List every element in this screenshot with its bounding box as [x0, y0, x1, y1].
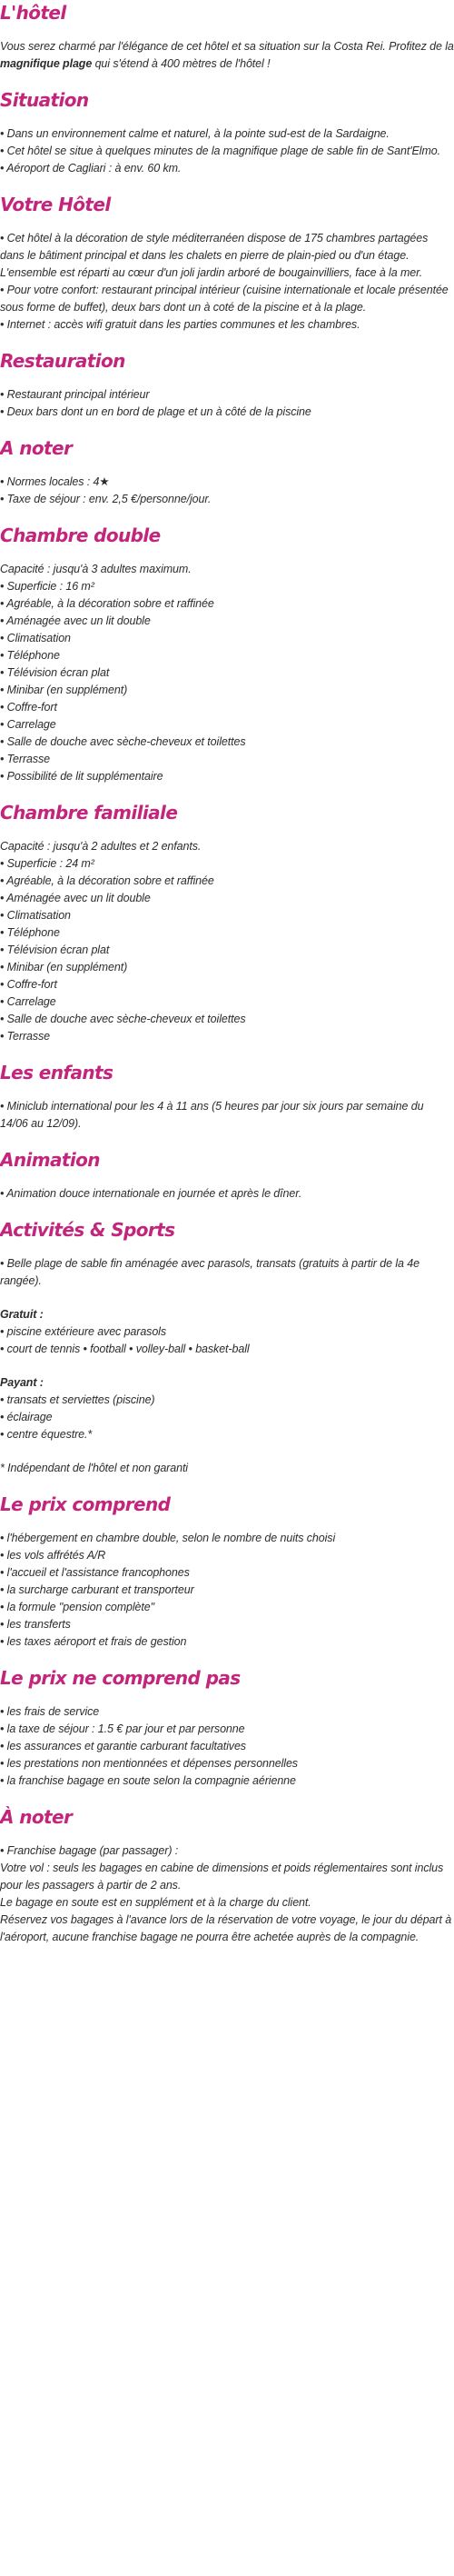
list-item: • Cet hôtel à la décoration de style méditerranéen dispose de 175 chambres partagées dans le bâtiment principal et dans les chalets en pierre de plain-pied ou d'un étage. L'ensemble est réparti au cœur d'un joli jardin arboré de bougainvilliers, face à la mer. — [0, 232, 429, 279]
paragraph — [0, 1374, 454, 1443]
list-item: • Deux bars dont un en bord de plage et un à côté de la piscine — [0, 405, 311, 418]
list-item: • les prestations non mentionnées et dépenses personnelles — [0, 1757, 298, 1770]
list-item: • les transferts — [0, 1618, 71, 1631]
list-item: • Taxe de séjour : env. 2,5 €/personne/jour. — [0, 493, 212, 505]
section — [0, 437, 454, 508]
list-item: • Salle de douche avec sèche-cheveux et toilettes — [0, 735, 246, 748]
paragraph — [0, 230, 454, 334]
list-item: • les vols affrétés A/R — [0, 1549, 106, 1562]
sub-label: Gratuit : — [0, 1308, 44, 1321]
paragraph — [0, 1842, 454, 1946]
paragraph — [0, 125, 454, 177]
section-title: Le prix comprend — [0, 1493, 171, 1515]
list-item: • Minibar (en supplément) — [0, 961, 128, 973]
section — [0, 1806, 454, 1946]
list-item: • Climatisation — [0, 909, 71, 922]
list-item: • Minibar (en supplément) — [0, 684, 128, 696]
list-item: • Franchise bagage (par passager) : — [0, 1844, 179, 1857]
paragraph — [0, 1098, 454, 1133]
paragraph — [0, 1306, 454, 1358]
section-title: Situation — [0, 89, 89, 111]
list-item: Réservez vos bagages à l'avance lors de la réservation de votre voyage, le jour du départ à l'aéroport, aucune franchise bagage ne pourra être achetée auprès de la compagnie. — [0, 1913, 452, 1943]
section-title: À noter — [0, 1806, 73, 1828]
list-item: Capacité : jusqu'à 2 adultes et 2 enfants. — [0, 840, 202, 853]
paragraph — [0, 561, 454, 785]
paragraph — [0, 838, 454, 1045]
list-item: • Aéroport de Cagliari : à env. 60 km. — [0, 162, 182, 175]
list-item: • Pour votre confort: restaurant principal intérieur (cuisine internationale et locale présentée sous forme de buffet), deux bars dont un à coté de la piscine et à la plage. — [0, 284, 449, 314]
section — [0, 89, 454, 177]
section — [0, 1493, 454, 1651]
list-item: • la taxe de séjour : 1.5 € par jour et par personne — [0, 1722, 245, 1735]
list-item: • Restaurant principal intérieur — [0, 388, 150, 401]
section-title: Chambre familiale — [0, 802, 178, 824]
highlight-text: magnifique plage — [0, 57, 93, 70]
list-item: • Téléphone — [0, 926, 60, 939]
paragraph — [0, 1460, 454, 1477]
section — [0, 802, 454, 1045]
list-item: Le bagage en soute est en supplément et à la charge du client. — [0, 1896, 311, 1909]
list-item: • Agréable, à la décoration sobre et raffinée — [0, 874, 214, 887]
list-item: • Coffre-fort — [0, 978, 57, 991]
list-item: • les assurances et garantie carburant facultatives — [0, 1740, 246, 1752]
paragraph — [0, 1530, 454, 1651]
list-item: • Internet : accès wifi gratuit dans les parties communes et les chambres. — [0, 318, 360, 331]
section-title: Chambre double — [0, 524, 161, 546]
list-item: • Normes locales : 4★ — [0, 475, 110, 488]
list-item: • l'hébergement en chambre double, selon le nombre de nuits choisi — [0, 1532, 336, 1544]
section — [0, 350, 454, 421]
paragraph — [0, 474, 454, 508]
section-title: L'hôtel — [0, 2, 66, 24]
section-title: Le prix ne comprend pas — [0, 1667, 241, 1689]
list-item: • la formule "pension complète" — [0, 1601, 154, 1613]
text-run: qui s'étend à 400 mètres de l'hôtel ! — [92, 57, 271, 70]
section — [0, 2, 454, 73]
list-item: • Salle de douche avec sèche-cheveux et toilettes — [0, 1013, 246, 1025]
list-item: • Animation douce internationale en journée et après le dîner. — [0, 1187, 302, 1200]
paragraph — [0, 38, 454, 73]
section — [0, 194, 454, 334]
section-title: Restauration — [0, 350, 125, 372]
list-item: • Télévision écran plat — [0, 666, 110, 679]
section — [0, 1219, 454, 1477]
list-item: • Miniclub international pour les 4 à 11 ans (5 heures par jour six jours par semaine du 14/06 au 12/09). — [0, 1100, 424, 1130]
section-title: Les enfants — [0, 1062, 114, 1083]
list-item: • Aménagée avec un lit double — [0, 614, 151, 627]
text-run: Vous serez charmé par l'élégance de cet hôtel et sa situation sur la Costa Rei. Profitez de la — [0, 40, 454, 53]
list-item: • Télévision écran plat — [0, 944, 110, 956]
list-item: • les frais de service — [0, 1705, 100, 1718]
list-item: • Dans un environnement calme et naturel, à la pointe sud-est de la Sardaigne. — [0, 127, 390, 140]
list-item: • la surcharge carburant et transporteur — [0, 1583, 194, 1596]
section — [0, 1149, 454, 1203]
list-item: • Belle plage de sable fin aménagée avec parasols, transats (gratuits à partir de la 4e rangée). — [0, 1257, 419, 1287]
list-item: • Superficie : 24 m² — [0, 857, 94, 870]
list-item: • transats et serviettes (piscine) — [0, 1393, 155, 1406]
list-item: • Carrelage — [0, 995, 56, 1008]
section — [0, 1667, 454, 1790]
paragraph — [0, 386, 454, 421]
list-item: • Coffre-fort — [0, 701, 57, 714]
list-item: • Téléphone — [0, 649, 60, 662]
list-item: • l'accueil et l'assistance francophones — [0, 1566, 190, 1579]
list-item: • centre équestre.* — [0, 1428, 93, 1441]
section-title: Activités & Sports — [0, 1219, 175, 1241]
paragraph — [0, 1255, 454, 1290]
section-title: Votre Hôtel — [0, 194, 111, 215]
list-item: • Cet hôtel se situe à quelques minutes de la magnifique plage de sable fin de Sant'Elmo. — [0, 145, 440, 157]
list-item: • Agréable, à la décoration sobre et raffinée — [0, 597, 214, 610]
list-item: • la franchise bagage en soute selon la compagnie aérienne — [0, 1774, 296, 1787]
list-item: Capacité : jusqu'à 3 adultes maximum. — [0, 563, 192, 575]
list-item: • les taxes aéroport et frais de gestion — [0, 1635, 187, 1648]
list-item: • Superficie : 16 m² — [0, 580, 94, 593]
list-item: Votre vol : seuls les bagages en cabine de dimensions et poids réglementaires sont inclus pour les passagers à partir de 2 ans. — [0, 1862, 444, 1892]
list-item: • piscine extérieure avec parasols — [0, 1325, 167, 1338]
list-item: • Carrelage — [0, 718, 56, 731]
section-title: A noter — [0, 437, 73, 459]
section-title: Animation — [0, 1149, 100, 1171]
section — [0, 1062, 454, 1133]
list-item: • Terrasse — [0, 1030, 51, 1043]
section — [0, 524, 454, 785]
paragraph — [0, 1185, 454, 1203]
sub-label: Payant : — [0, 1376, 44, 1389]
list-item: • court de tennis • football • volley-ball • basket-ball — [0, 1343, 250, 1355]
list-item: • Climatisation — [0, 632, 71, 644]
list-item: * Indépendant de l'hôtel et non garanti — [0, 1462, 188, 1474]
paragraph — [0, 1703, 454, 1790]
list-item: • Terrasse — [0, 753, 51, 765]
list-item: • éclairage — [0, 1411, 53, 1423]
list-item: • Possibilité de lit supplémentaire — [0, 770, 163, 783]
list-item: • Aménagée avec un lit double — [0, 892, 151, 904]
